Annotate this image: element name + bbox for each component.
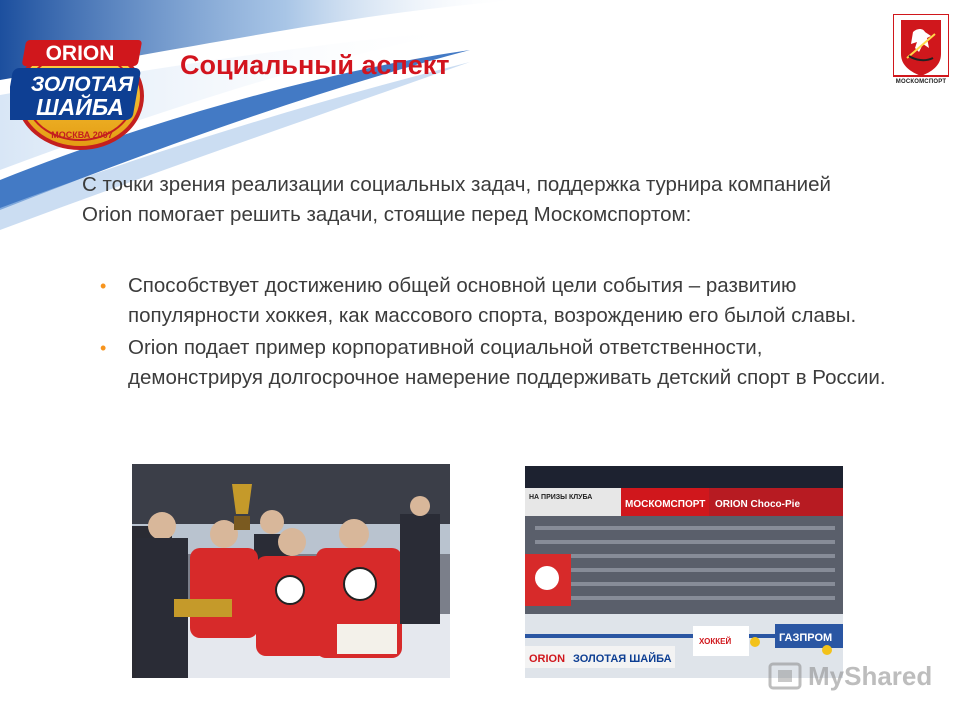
logo-line2: ШАЙБА (36, 94, 124, 120)
arena-banner2-text: МОСКОМСПОРТ (625, 499, 706, 510)
arena-board1-text: ORION (529, 653, 566, 665)
logo-ring-text: МОСКВА 2007 (51, 130, 113, 140)
award-ceremony-photo (132, 464, 450, 678)
intro-paragraph: С точки зрения реализации социальных задач, поддержка турнира компанией Orion помогает решить задачи, стоящие перед Москомспортом: (82, 173, 831, 226)
arena-photo (525, 466, 843, 678)
arena-banner3-text: ORION Choco-Pie (715, 499, 801, 510)
arena-board3-text: ГАЗПРОМ (779, 632, 833, 644)
slide-title: Социальный аспект (180, 50, 450, 80)
bullet-item (100, 271, 900, 331)
bullet-list (100, 271, 900, 395)
arena-board4-text: ХОККЕЙ (699, 637, 732, 646)
bullet-dot-icon: • (100, 338, 107, 358)
bullet-text: Orion подает пример корпоративной социальной ответственности, демонстрируя долгосрочное намерение поддерживать детский спорт в России. (128, 336, 886, 389)
bullet-dot-icon: • (100, 276, 107, 296)
bullet-item (100, 333, 900, 393)
moscomsport-caption: МОСКОМСПОРТ (895, 79, 947, 85)
arena-board2-text: ЗОЛОТАЯ ШАЙБА (573, 653, 672, 665)
watermark-text: MyShared (808, 661, 933, 691)
logo-brand: ORION (45, 42, 115, 65)
orion-golden-puck-logo (10, 30, 160, 155)
arena-banner1-text: НА ПРИЗЫ КЛУБА (529, 494, 593, 501)
bullet-text: Способствует достижению общей основной цели события – развитию популярности хоккея, как массового спорта, возрождению его былой славы. (128, 274, 857, 327)
logo-line1: ЗОЛОТАЯ (30, 73, 134, 96)
